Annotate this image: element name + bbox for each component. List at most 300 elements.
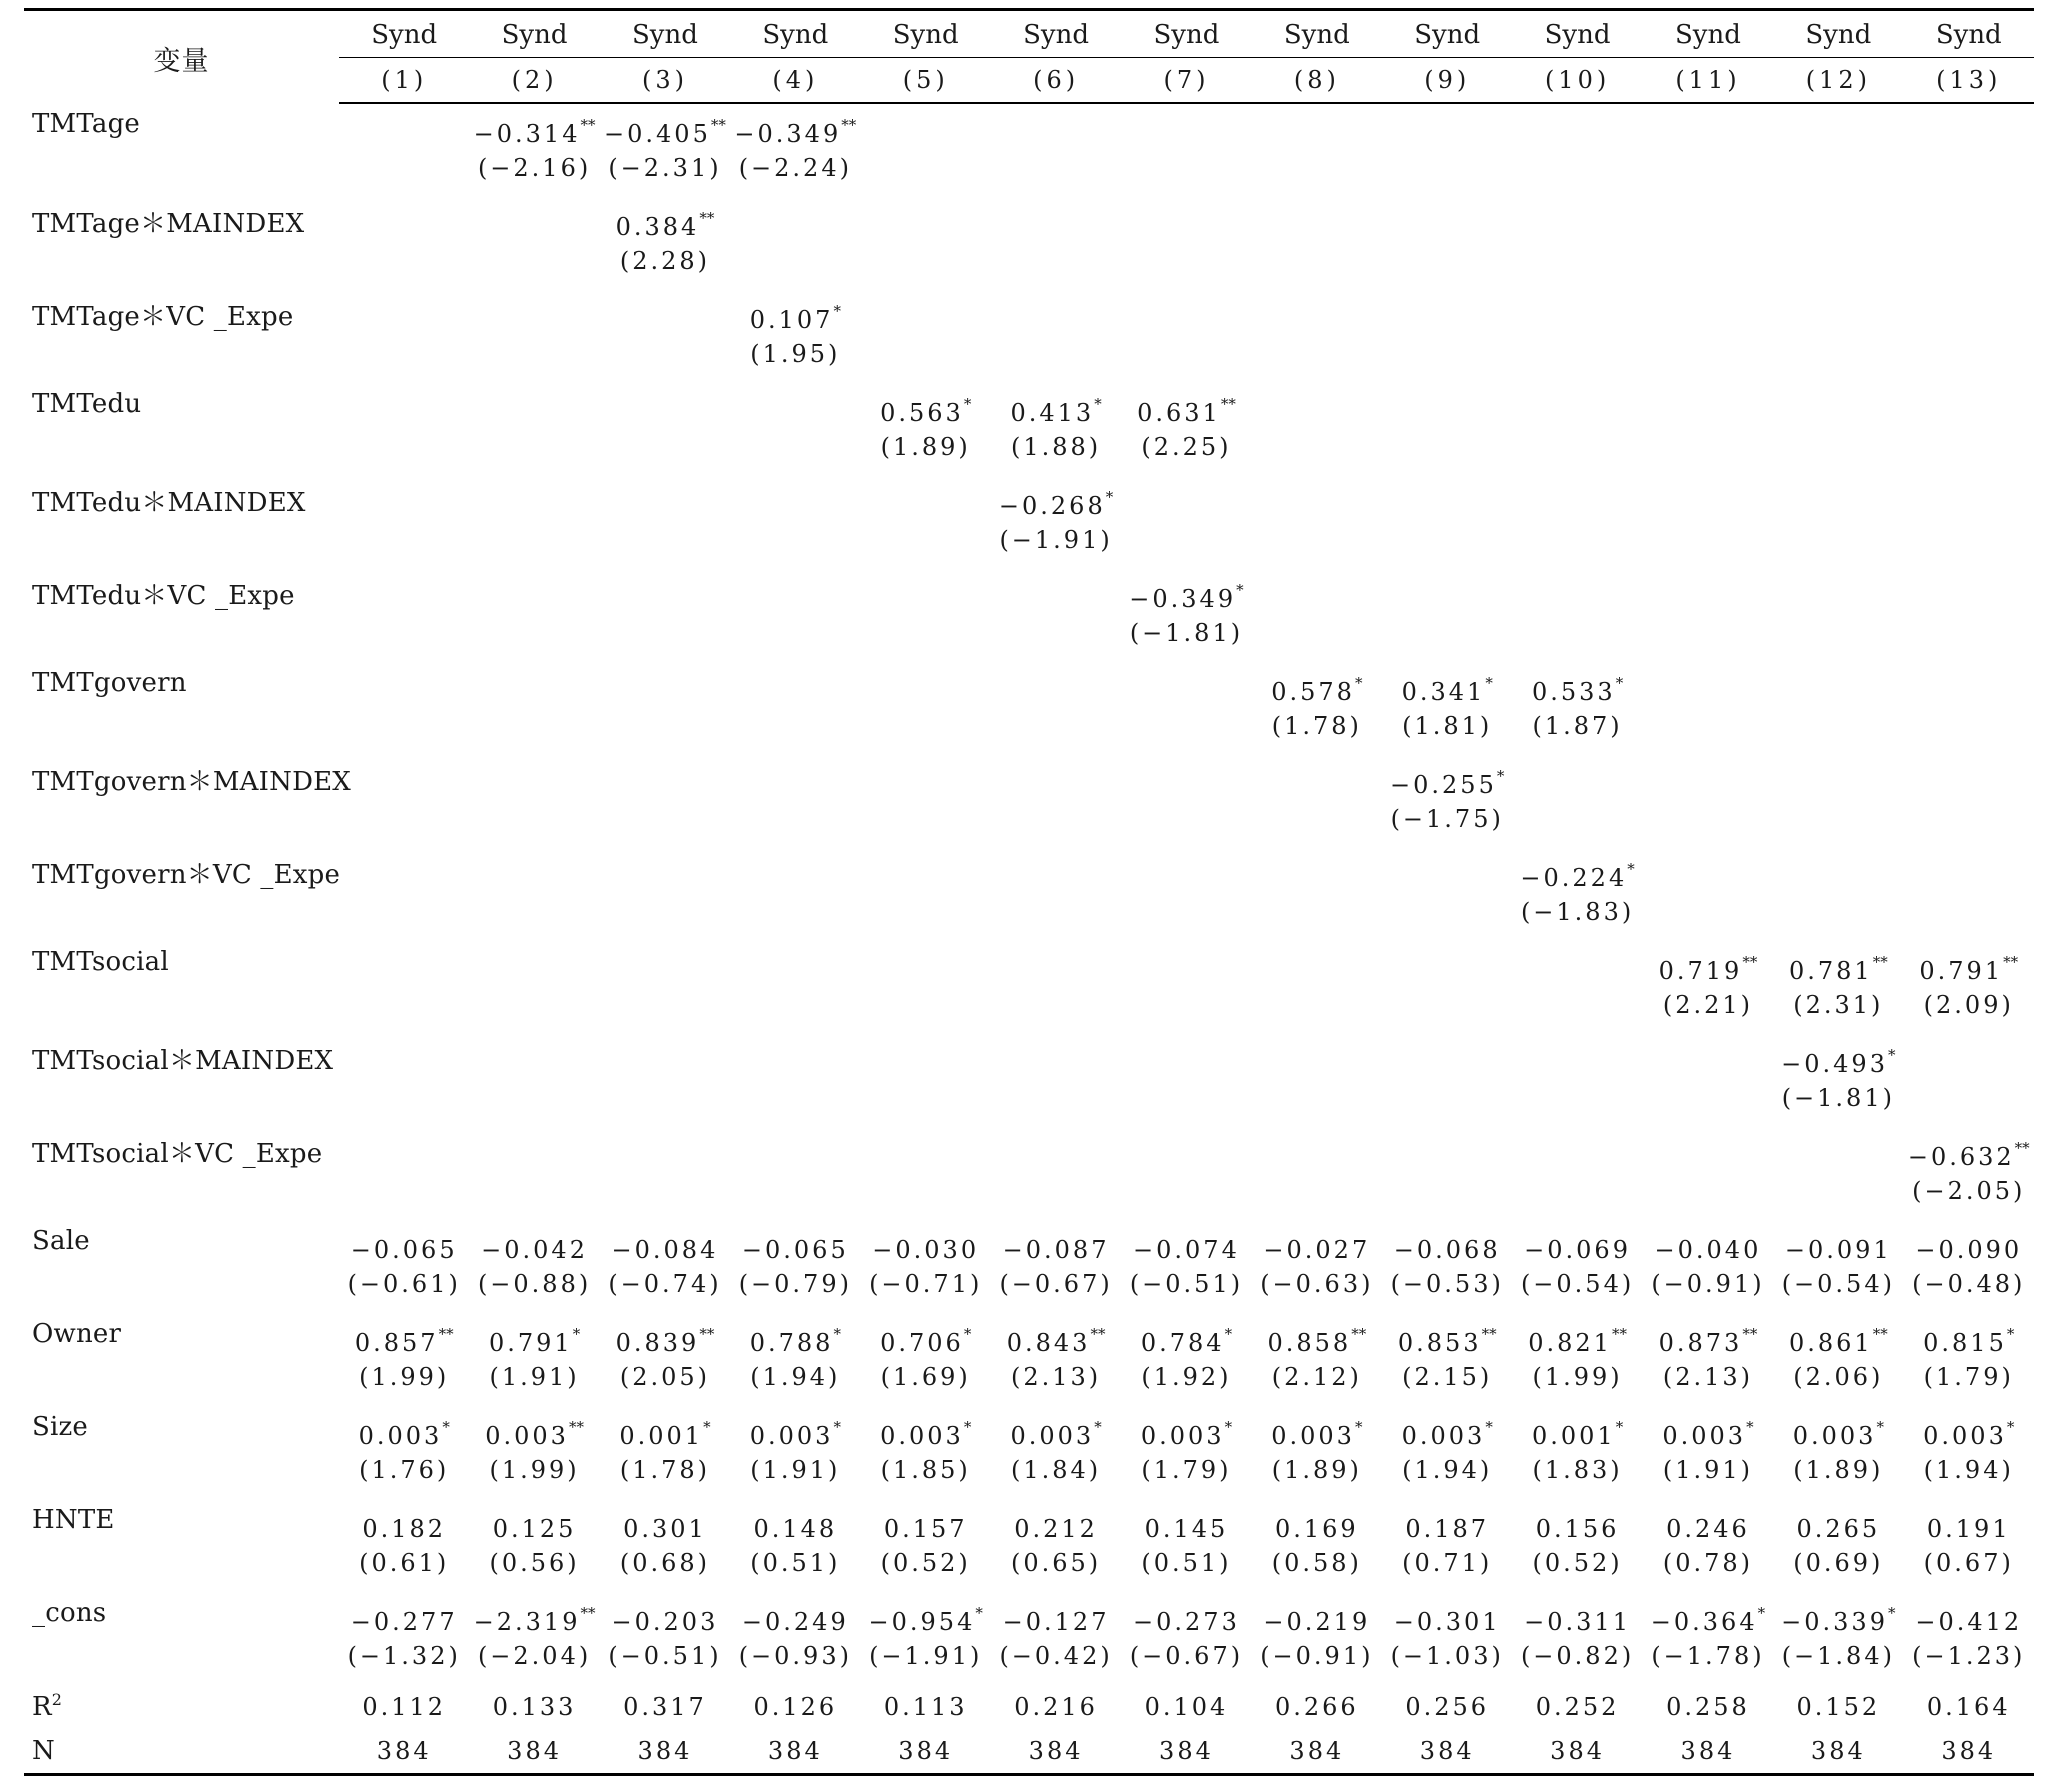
coefficient-row xyxy=(24,197,2034,243)
significance-stars: ** xyxy=(580,1604,596,1622)
coefficient-value: −0.268 xyxy=(998,492,1106,520)
coefficient-cell xyxy=(1121,383,1251,429)
coefficient-cell xyxy=(991,1220,1121,1266)
model-number-header: (12) xyxy=(1773,58,1903,104)
coefficient-cell xyxy=(600,1313,730,1359)
t-statistic-cell: (−1.91) xyxy=(869,1642,983,1670)
coefficient-value: 0.839 xyxy=(615,1329,700,1357)
coefficient-row xyxy=(24,383,2034,429)
coefficient-value: 0.815 xyxy=(1923,1329,2007,1357)
statistic-label: R xyxy=(32,1692,52,1722)
coefficient-cell xyxy=(1512,1592,1642,1638)
coefficient-cell xyxy=(1643,103,1773,150)
t-statistic-cell xyxy=(1904,1080,2034,1127)
t-statistic-cell: (−0.54) xyxy=(1520,1270,1635,1298)
model-name-header: Synd xyxy=(1773,10,1903,58)
statistic-value: 0.256 xyxy=(1405,1693,1490,1721)
t-statistic-cell: (0.67) xyxy=(1923,1549,2014,1577)
significance-stars: * xyxy=(1094,395,1102,413)
t-statistic-cell: (−0.51) xyxy=(608,1642,722,1670)
t-statistic-cell xyxy=(1382,1173,1512,1220)
coefficient-cell xyxy=(339,1406,469,1452)
variable-name: Size xyxy=(32,1412,89,1442)
t-statistic-cell: (−1.81) xyxy=(1781,1084,1895,1112)
t-statistic-cell xyxy=(730,243,860,290)
coefficient-cell xyxy=(1512,103,1642,150)
coefficient-cell xyxy=(1904,1406,2034,1452)
coefficient-cell xyxy=(991,755,1121,801)
coefficient-row xyxy=(24,569,2034,615)
t-statistic-cell xyxy=(861,243,991,290)
t-statistic-cell xyxy=(1252,336,1382,383)
t-statistic-cell xyxy=(1252,150,1382,197)
t-statistic-cell xyxy=(1904,429,2034,476)
coefficient-cell xyxy=(1382,290,1512,336)
variable-name: _cons xyxy=(32,1598,107,1628)
statistic-row xyxy=(24,1729,2034,1775)
t-statistic-cell xyxy=(1121,894,1251,941)
coefficient-cell xyxy=(1121,290,1251,336)
t-statistic-cell xyxy=(469,336,599,383)
significance-stars: * xyxy=(1496,767,1505,785)
coefficient-value: −0.364 xyxy=(1650,1608,1758,1636)
coefficient-cell xyxy=(1773,1127,1903,1173)
coefficient-cell xyxy=(1252,290,1382,336)
coefficient-cell xyxy=(1382,1034,1512,1080)
significance-stars: ** xyxy=(568,1418,584,1436)
coefficient-value: −2.319 xyxy=(473,1608,581,1636)
coefficient-cell xyxy=(600,1406,730,1452)
t-statistic-cell xyxy=(1382,243,1512,290)
t-statistic-cell xyxy=(600,801,730,848)
coefficient-cell xyxy=(730,1499,860,1545)
t-statistic-cell xyxy=(991,336,1121,383)
coefficient-value: 0.003 xyxy=(1140,1422,1225,1450)
statistic-value: 384 xyxy=(1382,1729,1512,1775)
significance-stars: ** xyxy=(1220,395,1236,413)
t-statistic-cell: (−1.32) xyxy=(347,1642,461,1670)
t-statistic-cell: (−0.53) xyxy=(1390,1270,1504,1298)
t-statistic-cell xyxy=(861,987,991,1034)
coefficient-cell xyxy=(1121,569,1251,615)
coefficient-cell xyxy=(1121,1220,1251,1266)
coefficient-cell xyxy=(991,569,1121,615)
t-statistic-cell: (−0.61) xyxy=(347,1270,461,1298)
t-statistic-cell xyxy=(1643,894,1773,941)
t-statistic-cell: (0.61) xyxy=(359,1549,450,1577)
coefficient-cell xyxy=(861,1220,991,1266)
model-number-header: (8) xyxy=(1252,58,1382,104)
t-statistic-cell xyxy=(861,150,991,197)
coefficient-cell xyxy=(339,290,469,336)
coefficient-cell xyxy=(1904,941,2034,987)
coefficient-value: 0.563 xyxy=(880,399,964,427)
coefficient-cell xyxy=(861,662,991,708)
statistic-value: 0.113 xyxy=(883,1693,968,1721)
coefficient-cell xyxy=(469,383,599,429)
coefficient-value: −0.074 xyxy=(1133,1236,1240,1264)
t-statistic-cell xyxy=(991,1080,1121,1127)
t-statistic-cell: (1.89) xyxy=(1271,1456,1362,1484)
coefficient-cell xyxy=(1252,1220,1382,1266)
coefficient-cell xyxy=(1512,1406,1642,1452)
t-statistic-cell xyxy=(1512,801,1642,848)
statistic-name xyxy=(24,1729,339,1775)
coefficient-cell xyxy=(861,383,991,429)
model-name-header: Synd xyxy=(1643,10,1773,58)
coefficient-cell xyxy=(1904,1220,2034,1266)
t-statistic-cell xyxy=(1121,1173,1251,1220)
t-statistic-cell xyxy=(1773,1173,1903,1220)
t-statistic-cell xyxy=(339,615,469,662)
coefficient-cell xyxy=(1773,383,1903,429)
statistic-value: 384 xyxy=(861,1729,991,1775)
coefficient-cell xyxy=(600,941,730,987)
t-statistic-cell: (1.83) xyxy=(1532,1456,1623,1484)
coefficient-cell xyxy=(730,1592,860,1638)
coefficient-cell xyxy=(1773,197,1903,243)
table-header xyxy=(24,10,2034,104)
coefficient-cell xyxy=(1382,755,1512,801)
coefficient-cell xyxy=(1121,1313,1251,1359)
significance-stars: * xyxy=(1876,1418,1884,1436)
t-statistic-cell: (−0.93) xyxy=(738,1642,852,1670)
coefficient-cell xyxy=(1382,197,1512,243)
coefficient-cell xyxy=(730,941,860,987)
coefficient-cell xyxy=(1512,476,1642,522)
model-number-header: (3) xyxy=(600,58,730,104)
t-statistic-cell xyxy=(730,522,860,569)
coefficient-cell xyxy=(339,848,469,894)
t-statistic-cell xyxy=(1121,1080,1251,1127)
t-statistic-cell xyxy=(1252,801,1382,848)
t-statistic-cell xyxy=(1512,615,1642,662)
significance-stars: * xyxy=(1615,1418,1624,1436)
model-number-header: (5) xyxy=(861,58,991,104)
significance-stars: * xyxy=(1224,1325,1233,1343)
coefficient-cell xyxy=(861,755,991,801)
coefficient-value: 0.003 xyxy=(1792,1422,1877,1450)
t-statistic-cell xyxy=(1512,243,1642,290)
coefficient-value: 0.003 xyxy=(1662,1422,1747,1450)
t-statistic-cell: (2.09) xyxy=(1923,991,2014,1019)
t-statistic-cell: (1.91) xyxy=(1662,1456,1754,1484)
t-statistic-cell xyxy=(730,894,860,941)
coefficient-cell xyxy=(730,1313,860,1359)
t-statistic-cell xyxy=(1252,615,1382,662)
t-statistic-cell xyxy=(1904,894,2034,941)
coefficient-cell xyxy=(1512,1499,1642,1545)
coefficient-cell xyxy=(1904,1127,2034,1173)
coefficient-row xyxy=(24,662,2034,708)
coefficient-value: 0.843 xyxy=(1006,1329,1091,1357)
coefficient-cell xyxy=(991,1592,1121,1638)
variable-column-header: 变量 xyxy=(24,10,339,104)
coefficient-cell xyxy=(730,1034,860,1080)
coefficient-cell xyxy=(339,755,469,801)
t-statistic-cell: (2.31) xyxy=(1793,991,1884,1019)
t-statistic-cell: (−0.82) xyxy=(1520,1642,1635,1670)
coefficient-cell xyxy=(1252,848,1382,894)
t-statistic-cell: (−1.75) xyxy=(1390,805,1504,833)
t-statistic-cell xyxy=(861,801,991,848)
model-name-header: Synd xyxy=(1512,10,1642,58)
variable-name: TMTage xyxy=(32,109,141,139)
table-body xyxy=(24,103,2034,1775)
t-statistic-cell xyxy=(1773,801,1903,848)
coefficient-row xyxy=(24,290,2034,336)
model-name-header: Synd xyxy=(991,10,1121,58)
t-statistic-cell xyxy=(1643,708,1773,755)
coefficient-cell xyxy=(861,941,991,987)
coefficient-value: 0.001 xyxy=(1531,1422,1616,1450)
statistic-value: 384 xyxy=(1773,1729,1903,1775)
statistic-value: 384 xyxy=(1904,1729,2034,1775)
t-statistic-cell xyxy=(861,1173,991,1220)
t-statistic-cell: (2.25) xyxy=(1141,433,1232,461)
coefficient-cell xyxy=(861,290,991,336)
coefficient-value: 0.861 xyxy=(1788,1329,1873,1357)
t-statistic-cell: (2.12) xyxy=(1271,1363,1362,1391)
t-statistic-cell xyxy=(1121,801,1251,848)
coefficient-cell xyxy=(1382,1313,1512,1359)
coefficient-cell xyxy=(1382,569,1512,615)
coefficient-cell xyxy=(1643,1220,1773,1266)
t-statistic-cell xyxy=(1121,243,1251,290)
model-name-header: Synd xyxy=(730,10,860,58)
variable-name: TMTsocial＊MAINDEX xyxy=(32,1046,334,1076)
coefficient-cell xyxy=(339,941,469,987)
coefficient-cell xyxy=(469,755,599,801)
significance-stars: ** xyxy=(699,1325,715,1343)
coefficient-cell xyxy=(1773,569,1903,615)
t-statistic-cell: (0.68) xyxy=(619,1549,711,1577)
t-statistic-cell: (0.51) xyxy=(750,1549,841,1577)
coefficient-value: −0.030 xyxy=(872,1236,980,1264)
coefficient-value: 0.001 xyxy=(619,1422,704,1450)
coefficient-cell xyxy=(469,1313,599,1359)
coefficient-cell xyxy=(339,1034,469,1080)
coefficient-cell xyxy=(469,476,599,522)
coefficient-cell xyxy=(730,1220,860,1266)
significance-stars: ** xyxy=(1872,953,1888,971)
coefficient-value: 0.858 xyxy=(1267,1329,1352,1357)
t-statistic-cell: (0.52) xyxy=(880,1549,971,1577)
t-statistic-cell: (1.69) xyxy=(880,1363,971,1391)
t-statistic-cell xyxy=(1121,150,1251,197)
coefficient-cell xyxy=(1904,1034,2034,1080)
significance-stars: ** xyxy=(1481,1325,1497,1343)
coefficient-cell xyxy=(339,197,469,243)
coefficient-cell xyxy=(730,290,860,336)
coefficient-cell xyxy=(339,103,469,150)
t-statistic-cell xyxy=(991,894,1121,941)
t-statistic-cell xyxy=(991,1173,1121,1220)
t-statistic-cell: (1.81) xyxy=(1402,712,1493,740)
coefficient-value: −0.339 xyxy=(1781,1608,1888,1636)
t-statistic-cell xyxy=(1382,429,1512,476)
t-statistic-cell: (0.65) xyxy=(1010,1549,1102,1577)
significance-stars: ** xyxy=(710,116,726,134)
coefficient-cell xyxy=(469,569,599,615)
coefficient-value: −0.087 xyxy=(1002,1236,1110,1264)
coefficient-cell xyxy=(1904,662,2034,708)
t-statistic-cell xyxy=(1252,1080,1382,1127)
coefficient-row xyxy=(24,1592,2034,1638)
statistic-value: 384 xyxy=(1643,1729,1773,1775)
t-statistic-cell: (2.28) xyxy=(619,247,711,275)
significance-stars: * xyxy=(1627,860,1635,878)
t-statistic-cell xyxy=(1904,801,2034,848)
model-number-header: (6) xyxy=(991,58,1121,104)
t-statistic-cell: (1.84) xyxy=(1010,1456,1102,1484)
coefficient-value: 0.578 xyxy=(1271,678,1355,706)
coefficient-cell xyxy=(600,755,730,801)
significance-stars: * xyxy=(1094,1418,1102,1436)
coefficient-cell xyxy=(1643,1406,1773,1452)
coefficient-cell xyxy=(600,290,730,336)
coefficient-cell xyxy=(1643,1592,1773,1638)
t-statistic-cell xyxy=(730,1173,860,1220)
coefficient-value: 0.413 xyxy=(1010,399,1095,427)
variable-name: TMTedu＊VC _Expe xyxy=(32,581,295,611)
statistic-value: 384 xyxy=(600,1729,730,1775)
t-statistic-cell: (0.52) xyxy=(1532,1549,1623,1577)
t-statistic-cell: (−0.63) xyxy=(1260,1270,1374,1298)
t-statistic-cell: (2.15) xyxy=(1402,1363,1493,1391)
statistic-value: 384 xyxy=(991,1729,1121,1775)
t-statistic-cell xyxy=(600,1173,730,1220)
t-statistic-cell: (−0.79) xyxy=(738,1270,852,1298)
coefficient-cell xyxy=(600,103,730,150)
t-statistic-cell: (0.78) xyxy=(1662,1549,1754,1577)
coefficient-cell xyxy=(1512,290,1642,336)
coefficient-cell xyxy=(1382,1592,1512,1638)
statistic-value: 384 xyxy=(1512,1729,1642,1775)
t-statistic-cell xyxy=(339,150,469,197)
coefficient-value: 0.191 xyxy=(1926,1515,2011,1543)
t-statistic-cell xyxy=(1904,336,2034,383)
statistic-value: 0.317 xyxy=(623,1693,707,1721)
coefficient-value: −0.069 xyxy=(1524,1236,1631,1264)
coefficient-value: −0.090 xyxy=(1915,1236,2023,1264)
significance-stars: * xyxy=(1746,1418,1754,1436)
significance-stars: * xyxy=(833,1325,841,1343)
t-statistic-cell xyxy=(1773,150,1903,197)
coefficient-cell xyxy=(1382,1406,1512,1452)
significance-stars: * xyxy=(1485,1418,1493,1436)
model-name-header: Synd xyxy=(600,10,730,58)
t-statistic-cell: (1.99) xyxy=(1532,1363,1623,1391)
coefficient-cell xyxy=(600,197,730,243)
coefficient-cell xyxy=(469,290,599,336)
variable-name: TMTsocial xyxy=(32,947,169,977)
coefficient-cell xyxy=(469,197,599,243)
t-statistic-cell xyxy=(861,336,991,383)
coefficient-value: 0.003 xyxy=(1401,1422,1486,1450)
coefficient-cell xyxy=(1904,569,2034,615)
t-statistic-cell xyxy=(861,708,991,755)
t-statistic-cell xyxy=(1252,894,1382,941)
variable-name: Owner xyxy=(32,1319,122,1349)
t-statistic-cell xyxy=(1643,243,1773,290)
significance-stars: * xyxy=(833,302,841,320)
coefficient-cell xyxy=(600,848,730,894)
significance-stars: * xyxy=(1224,1418,1233,1436)
significance-stars: ** xyxy=(2003,953,2019,971)
coefficient-row xyxy=(24,1220,2034,1266)
coefficient-value: −0.954 xyxy=(868,1608,976,1636)
t-statistic-cell xyxy=(469,429,599,476)
variable-name: TMTage＊VC _Expe xyxy=(32,302,294,332)
variable-name: TMTedu＊MAINDEX xyxy=(32,488,306,518)
coefficient-cell xyxy=(861,197,991,243)
coefficient-cell xyxy=(469,1127,599,1173)
coefficient-value: 0.145 xyxy=(1144,1515,1229,1543)
coefficient-value: −0.277 xyxy=(350,1608,458,1636)
coefficient-value: −0.027 xyxy=(1263,1236,1371,1264)
model-name-header: Synd xyxy=(1252,10,1382,58)
coefficient-cell xyxy=(861,848,991,894)
t-statistic-cell xyxy=(339,522,469,569)
coefficient-cell xyxy=(730,1127,860,1173)
coefficient-cell xyxy=(991,383,1121,429)
model-number-header: (4) xyxy=(730,58,860,104)
t-statistic-cell: (−1.81) xyxy=(1129,619,1244,647)
t-statistic-cell xyxy=(1904,708,2034,755)
coefficient-cell xyxy=(991,1406,1121,1452)
t-statistic-cell xyxy=(1904,615,2034,662)
coefficient-cell xyxy=(1512,941,1642,987)
t-statistic-cell xyxy=(600,615,730,662)
t-statistic-cell xyxy=(1773,336,1903,383)
t-statistic-cell: (1.91) xyxy=(750,1456,841,1484)
significance-stars: * xyxy=(1236,581,1244,599)
t-statistic-cell xyxy=(1512,522,1642,569)
t-statistic-cell: (−1.03) xyxy=(1390,1642,1504,1670)
t-statistic-cell xyxy=(600,708,730,755)
coefficient-cell xyxy=(600,1499,730,1545)
statistic-value: 0.216 xyxy=(1014,1693,1098,1721)
coefficient-value: 0.784 xyxy=(1140,1329,1225,1357)
coefficient-cell xyxy=(1382,103,1512,150)
t-statistic-cell: (−1.83) xyxy=(1520,898,1635,926)
significance-stars: ** xyxy=(1351,1325,1367,1343)
coefficient-cell xyxy=(1773,1034,1903,1080)
coefficient-cell xyxy=(1252,755,1382,801)
coefficient-cell xyxy=(1252,662,1382,708)
coefficient-cell xyxy=(991,1499,1121,1545)
t-statistic-cell: (1.99) xyxy=(359,1363,450,1391)
t-statistic-cell xyxy=(1904,522,2034,569)
coefficient-cell xyxy=(861,1406,991,1452)
statistic-value: 0.164 xyxy=(1926,1693,2011,1721)
coefficient-cell xyxy=(1643,1127,1773,1173)
t-statistic-cell xyxy=(1512,1080,1642,1127)
t-statistic-cell: (0.56) xyxy=(489,1549,580,1577)
coefficient-value: −0.040 xyxy=(1654,1236,1762,1264)
t-statistic-cell: (1.89) xyxy=(880,433,971,461)
coefficient-value: −0.405 xyxy=(604,120,711,148)
coefficient-row xyxy=(24,103,2034,150)
t-statistic-cell: (−0.42) xyxy=(999,1642,1113,1670)
model-name-header: Synd xyxy=(469,10,599,58)
t-statistic-cell xyxy=(469,894,599,941)
coefficient-cell xyxy=(730,662,860,708)
coefficient-cell xyxy=(1643,197,1773,243)
coefficient-cell xyxy=(1121,662,1251,708)
coefficient-cell xyxy=(339,569,469,615)
